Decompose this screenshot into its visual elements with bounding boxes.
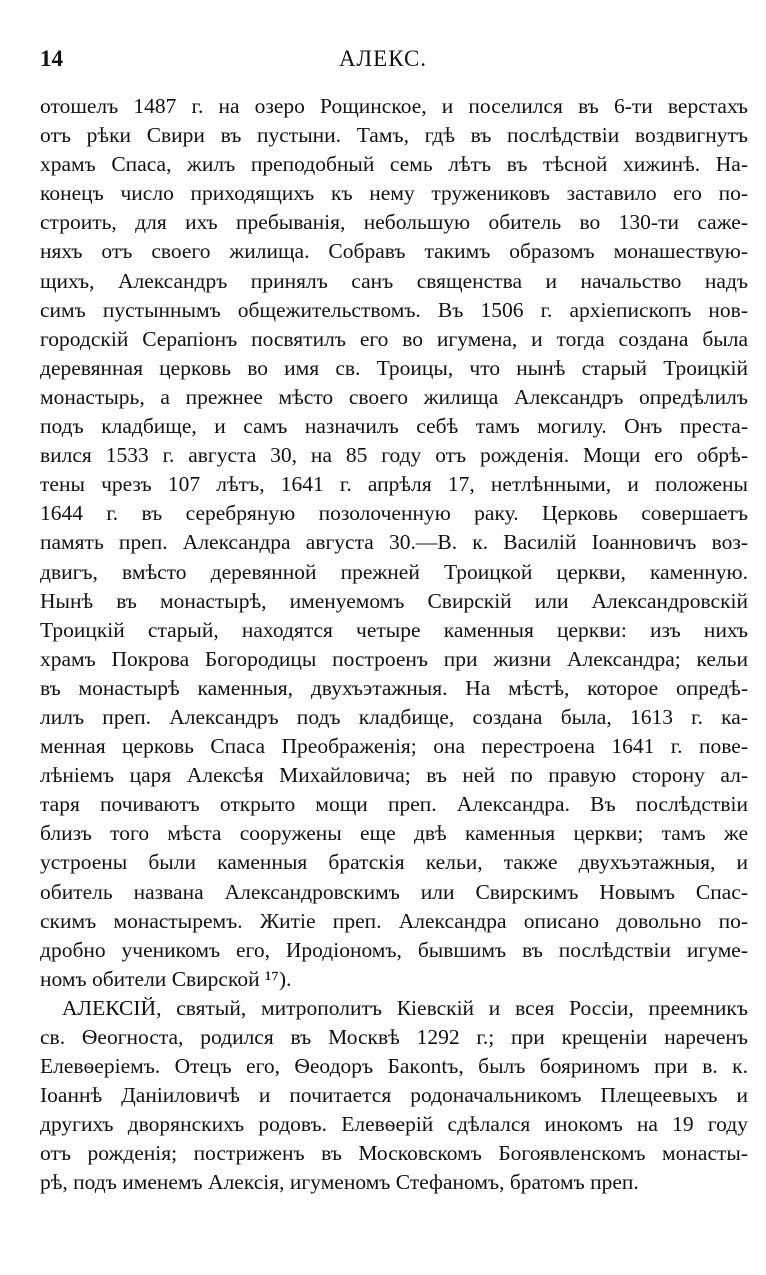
text-line: симъ пустыннымъ общежительствомъ. Въ 1506 г. архіепископъ нов- <box>40 297 748 322</box>
text-line: тены чрезъ 107 лѣтъ, 1641 г. апрѣля 17, нетлѣнными, и положены <box>40 472 748 497</box>
page-header <box>40 46 726 76</box>
text-line: таря почиваютъ открыто мощи преп. Александра. Въ послѣдствіи <box>40 792 748 817</box>
text-line: память преп. Александра августа 30.—В. к. Василій Іоанновичъ воз- <box>40 530 748 555</box>
text-line: менная церковь Спаса Преображенія; она перестроена 1641 г. пове- <box>40 734 748 759</box>
text-line: другихъ дворянскихъ родовъ. Елевѳерій сдѣлался инокомъ на 19 году <box>40 1112 748 1137</box>
text-line: 1644 г. въ серебряную позолоченную раку. Церковь совершаетъ <box>40 501 748 526</box>
text-line: монастырь, а прежнее мѣсто своего жилища Александръ опредѣлилъ <box>40 384 748 409</box>
text-line: храмъ Покрова Богородицы построенъ при жизни Александра; кельи <box>40 646 748 671</box>
text-line: подъ кладбище, и самъ назначилъ себѣ тамъ могилу. Онъ преста- <box>40 414 748 439</box>
text-line: устроены были каменныя братскія кельи, также двухъэтажныя, и <box>40 850 748 875</box>
text-line: няхъ отъ своего жилища. Собравъ такимъ образомъ монашествую- <box>40 239 748 264</box>
text-line: Нынѣ въ монастырѣ, именуемомъ Свирскій или Александровскій <box>40 588 748 613</box>
text-line: деревянная церковь во имя св. Троицы, что нынѣ старый Троицкій <box>40 355 748 380</box>
text-line: скимъ монастыремъ. Житіе преп. Александра описано довольно по- <box>40 908 748 933</box>
text-line: рѣ, подъ именемъ Алексія, игуменомъ Стефаномъ, братомъ преп. <box>40 1170 639 1195</box>
text-line: конецъ число приходящихъ къ нему тружениковъ заставило его по- <box>40 181 748 206</box>
text-line: строить, для ихъ пребыванія, небольшую обитель во 130-ти саже- <box>40 210 748 235</box>
text-line: отошелъ 1487 г. на озеро Рощинское, и поселился въ 6-ти верстахъ <box>40 94 748 118</box>
text-line: обитель названа Александровскимъ или Свирскимъ Новымъ Спас- <box>40 879 748 904</box>
text-line: отъ рѣки Свири въ пустыни. Тамъ, гдѣ въ послѣдствіи воздвигнутъ <box>40 123 748 148</box>
text-line: храмъ Спаса, жилъ преподобный семь лѣтъ въ тѣсной хижинѣ. На- <box>40 152 748 177</box>
text-line: щихъ, Александръ принялъ санъ священства и начальство надъ <box>40 268 748 293</box>
text-line: городскій Серапіонъ посвятилъ его во игумена, и тогда создана была <box>40 326 748 351</box>
text-line: близъ того мѣста сооружены еще двѣ каменныя церкви; тамъ же <box>40 821 748 846</box>
text-line: отъ рожденія; постриженъ въ Московскомъ Богоявленскомъ монасты- <box>40 1141 748 1166</box>
text-line: Іоаннѣ Даніиловичѣ и почитается родоначальникомъ Плещеевыхъ и <box>40 1083 748 1108</box>
page-body <box>40 92 748 1198</box>
page-number: 14 <box>40 46 63 71</box>
text-line: вился 1533 г. августа 30, на 85 году отъ рожденія. Мощи его обрѣ- <box>40 443 748 468</box>
text-line: номъ обители Свирской ¹⁷). <box>40 966 292 991</box>
text-line: дробно ученикомъ его, Иродіономъ, бывшимъ въ послѣдствіи игуме- <box>40 937 748 962</box>
text-line: въ монастырѣ каменныя, двухъэтажныя. На мѣстѣ, которое опредѣ- <box>40 675 748 700</box>
text-line: св. Ѳеогноста, родился въ Москвѣ 1292 г.; при крещеніи нареченъ <box>40 1025 748 1049</box>
text-line: лѣніемъ царя Алексѣя Михайловича; въ ней по правую сторону ал- <box>40 763 748 788</box>
text-line: АЛЕКСІЙ, святый, митрополитъ Кіевскій и всея Россіи, преемникъ <box>62 995 748 1020</box>
text-line: Елевѳеріемъ. Отецъ его, Ѳеодоръ Бакontъ, былъ бояриномъ при в. к. <box>40 1054 748 1079</box>
text-line: двигъ, вмѣсто деревянной прежней Троицкой церкви, каменную. <box>40 559 748 584</box>
text-line: лилъ преп. Александръ подъ кладбище, создана была, 1613 г. ка- <box>40 704 748 729</box>
text-line: Троицкій старый, находятся четыре каменныя церкви: изъ нихъ <box>40 617 748 642</box>
running-title: АЛЕКС. <box>338 46 428 71</box>
